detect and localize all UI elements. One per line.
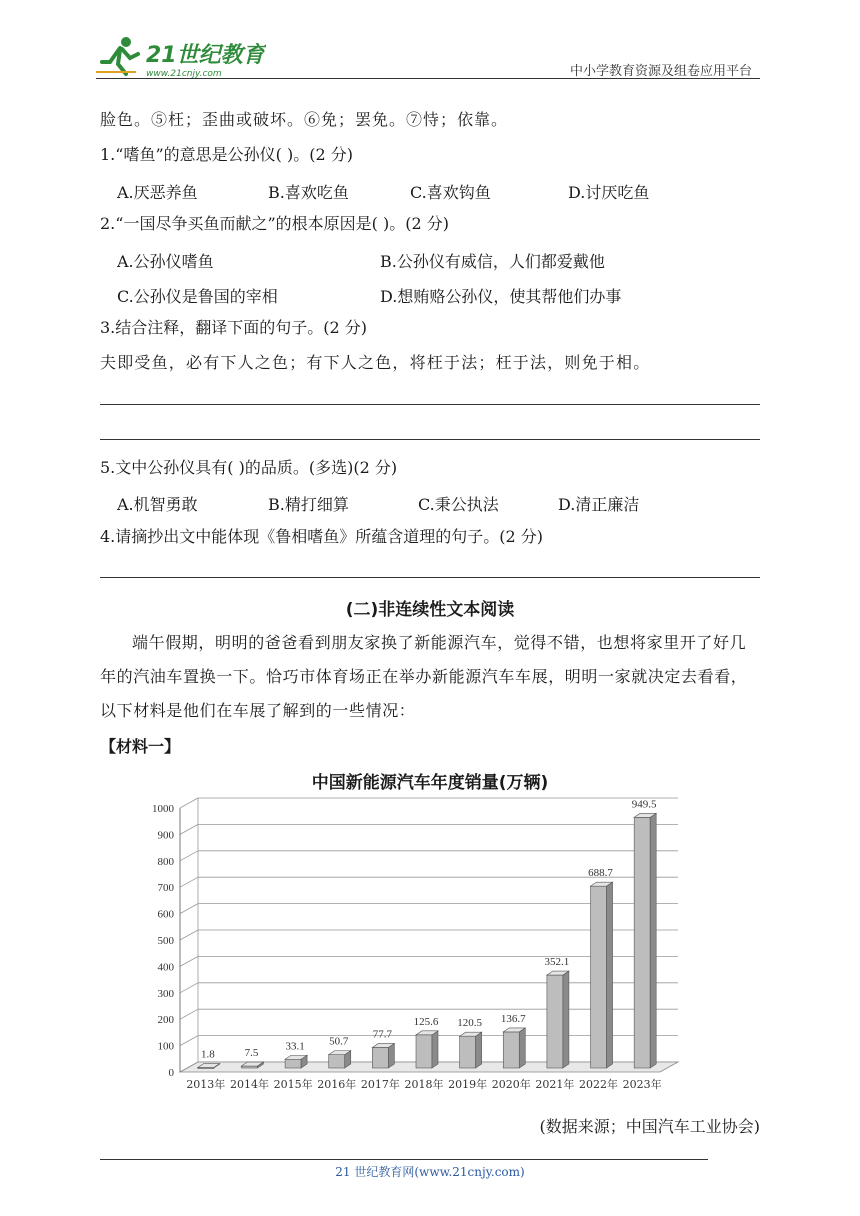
bar (460, 1032, 482, 1068)
q5-option-a: A.机智勇敢 (117, 495, 198, 514)
q5-option-c: C.秉公执法 (418, 495, 499, 514)
bar (372, 1043, 394, 1068)
q2-option-d: D.想贿赂公孙仪，使其帮他们办事 (380, 287, 622, 306)
data-label: 688.7 (588, 867, 613, 880)
x-tick-label: 2022年 (579, 1078, 619, 1091)
data-label: 33.1 (285, 1040, 305, 1053)
footer-text: 21 世纪教育网(www.21cnjy.com) (335, 1165, 525, 1179)
y-tick-label: 500 (157, 935, 174, 947)
data-label: 7.5 (244, 1047, 259, 1060)
gridline (180, 930, 198, 940)
q1-option-d: D.讨厌吃鱼 (568, 183, 650, 202)
bar (503, 1028, 525, 1068)
x-tick-label: 2021年 (535, 1078, 575, 1091)
bar-front (634, 817, 650, 1068)
y-tick-label: 700 (157, 882, 174, 895)
bar-side (476, 1032, 482, 1068)
data-label: 136.7 (500, 1012, 526, 1025)
material-label: 【材料一】 (100, 737, 181, 756)
y-tick-label: 300 (157, 987, 174, 1000)
gridline (180, 1009, 198, 1019)
gridline (180, 956, 198, 966)
gridline (180, 1036, 198, 1046)
y-tick-label: 800 (157, 855, 174, 868)
q1-option-c: C.喜欢钩鱼 (410, 183, 491, 202)
bar-side (432, 1031, 438, 1068)
bar-front (503, 1032, 519, 1068)
data-source: (数据来源；中国汽车工业协会) (539, 1117, 760, 1136)
runner-icon (96, 37, 138, 74)
q5-option-d: D.清正廉洁 (558, 495, 640, 514)
x-tick-label: 2023年 (622, 1078, 662, 1091)
bar (547, 971, 569, 1068)
answer-line (100, 577, 760, 578)
y-tick-label: 200 (157, 1014, 174, 1027)
bar-front (460, 1036, 476, 1068)
x-tick-label: 2020年 (491, 1078, 531, 1091)
x-tick-label: 2017年 (360, 1078, 400, 1091)
bar-front (329, 1055, 345, 1068)
data-label: 352.1 (544, 956, 570, 969)
logo-url: www.21cnjy.com (146, 69, 222, 79)
q5-option-b: B.精打细算 (268, 495, 349, 514)
passage-paragraph: 端午假期，明明的爸爸看到朋友家换了新能源汽车，觉得不错，也想将家里开了好几年的汽油车置换一下。恰巧市体育场正在举办新能源汽车车展，明明一家就决定去看看，以下材料是他们在车展了解到的一些情况： (100, 633, 748, 720)
logo-text: 21世纪教育 (146, 43, 265, 68)
data-label: 120.5 (457, 1017, 483, 1030)
footer-divider (100, 1159, 708, 1160)
bar (416, 1031, 438, 1068)
bar-front (285, 1059, 301, 1068)
bar-front (547, 975, 563, 1068)
bar-side (607, 882, 613, 1068)
gridline (180, 877, 198, 887)
bar (591, 882, 613, 1068)
x-tick-label: 2015年 (273, 1078, 313, 1091)
y-tick-label: 100 (157, 1040, 174, 1053)
gridline (180, 983, 198, 993)
q2-option-b: B.公孙仪有威信，人们都爱戴他 (380, 252, 605, 271)
y-tick-label: 400 (157, 961, 174, 974)
x-tick-label: 2016年 (317, 1078, 357, 1091)
gridline (180, 798, 198, 808)
q2-option-c: C.公孙仪是鲁国的宰相 (117, 287, 278, 306)
q2-option-a: A.公孙仪嗜鱼 (117, 252, 214, 271)
y-tick-label: 600 (157, 908, 174, 921)
answer-line (100, 439, 760, 440)
data-label: 77.7 (372, 1028, 392, 1041)
bar-front (591, 886, 607, 1068)
bar (329, 1051, 351, 1068)
question-5: 5.文中公孙仪具有( )的品质。(多选)(2 分) (100, 458, 398, 477)
question-3: 3.结合注释，翻译下面的句子。(2 分) (100, 318, 368, 337)
answer-line (100, 404, 760, 405)
data-label: 50.7 (329, 1035, 349, 1048)
platform-name: 中小学教育资源及组卷应用平台 (569, 64, 752, 79)
question-1: 1.“嗜鱼”的意思是公孙仪( )。(2 分) (100, 145, 353, 164)
data-label: 949.5 (631, 798, 657, 811)
bar-front (416, 1035, 432, 1068)
q1-option-b: B.喜欢吃鱼 (268, 183, 349, 202)
data-label: 1.8 (200, 1048, 215, 1061)
chart-title: 中国新能源汽车年度销量(万辆) (311, 773, 549, 793)
bar-side (563, 971, 569, 1068)
question-4: 4.请摘抄出文中能体现《鲁相嗜鱼》所蕴含道理的句子。(2 分) (100, 527, 544, 546)
annotation-line: 脸色。⑤枉；歪曲或破坏。⑥免；罢免。⑦恃；依靠。 (100, 110, 509, 129)
y-tick-label: 1000 (152, 803, 174, 815)
data-label: 125.6 (413, 1015, 439, 1028)
section-title: (二)非连续性文本阅读 (345, 600, 515, 620)
q1-option-a: A.厌恶养鱼 (117, 183, 198, 202)
gridline (180, 904, 198, 914)
x-tick-label: 2019年 (448, 1078, 488, 1091)
x-tick-label: 2018年 (404, 1078, 444, 1091)
question-3-sentence: 夫即受鱼，必有下人之色；有下人之色，将枉于法；枉于法，则免于相。 (100, 353, 651, 372)
gridline (180, 851, 198, 861)
bar-chart (140, 795, 680, 1100)
x-tick-label: 2014年 (229, 1078, 269, 1091)
bar-side (650, 813, 656, 1068)
bar (634, 813, 656, 1068)
bar-side (519, 1028, 525, 1068)
gridline (180, 824, 198, 834)
bar-front (372, 1047, 388, 1068)
question-2: 2.“一国尽争买鱼而献之”的根本原因是( )。(2 分) (100, 214, 449, 233)
y-tick-label: 900 (157, 829, 174, 842)
site-logo (96, 32, 266, 82)
bar (285, 1055, 307, 1068)
y-tick-label: 0 (168, 1067, 174, 1079)
x-tick-label: 2013年 (186, 1078, 226, 1091)
header-divider (96, 78, 760, 79)
